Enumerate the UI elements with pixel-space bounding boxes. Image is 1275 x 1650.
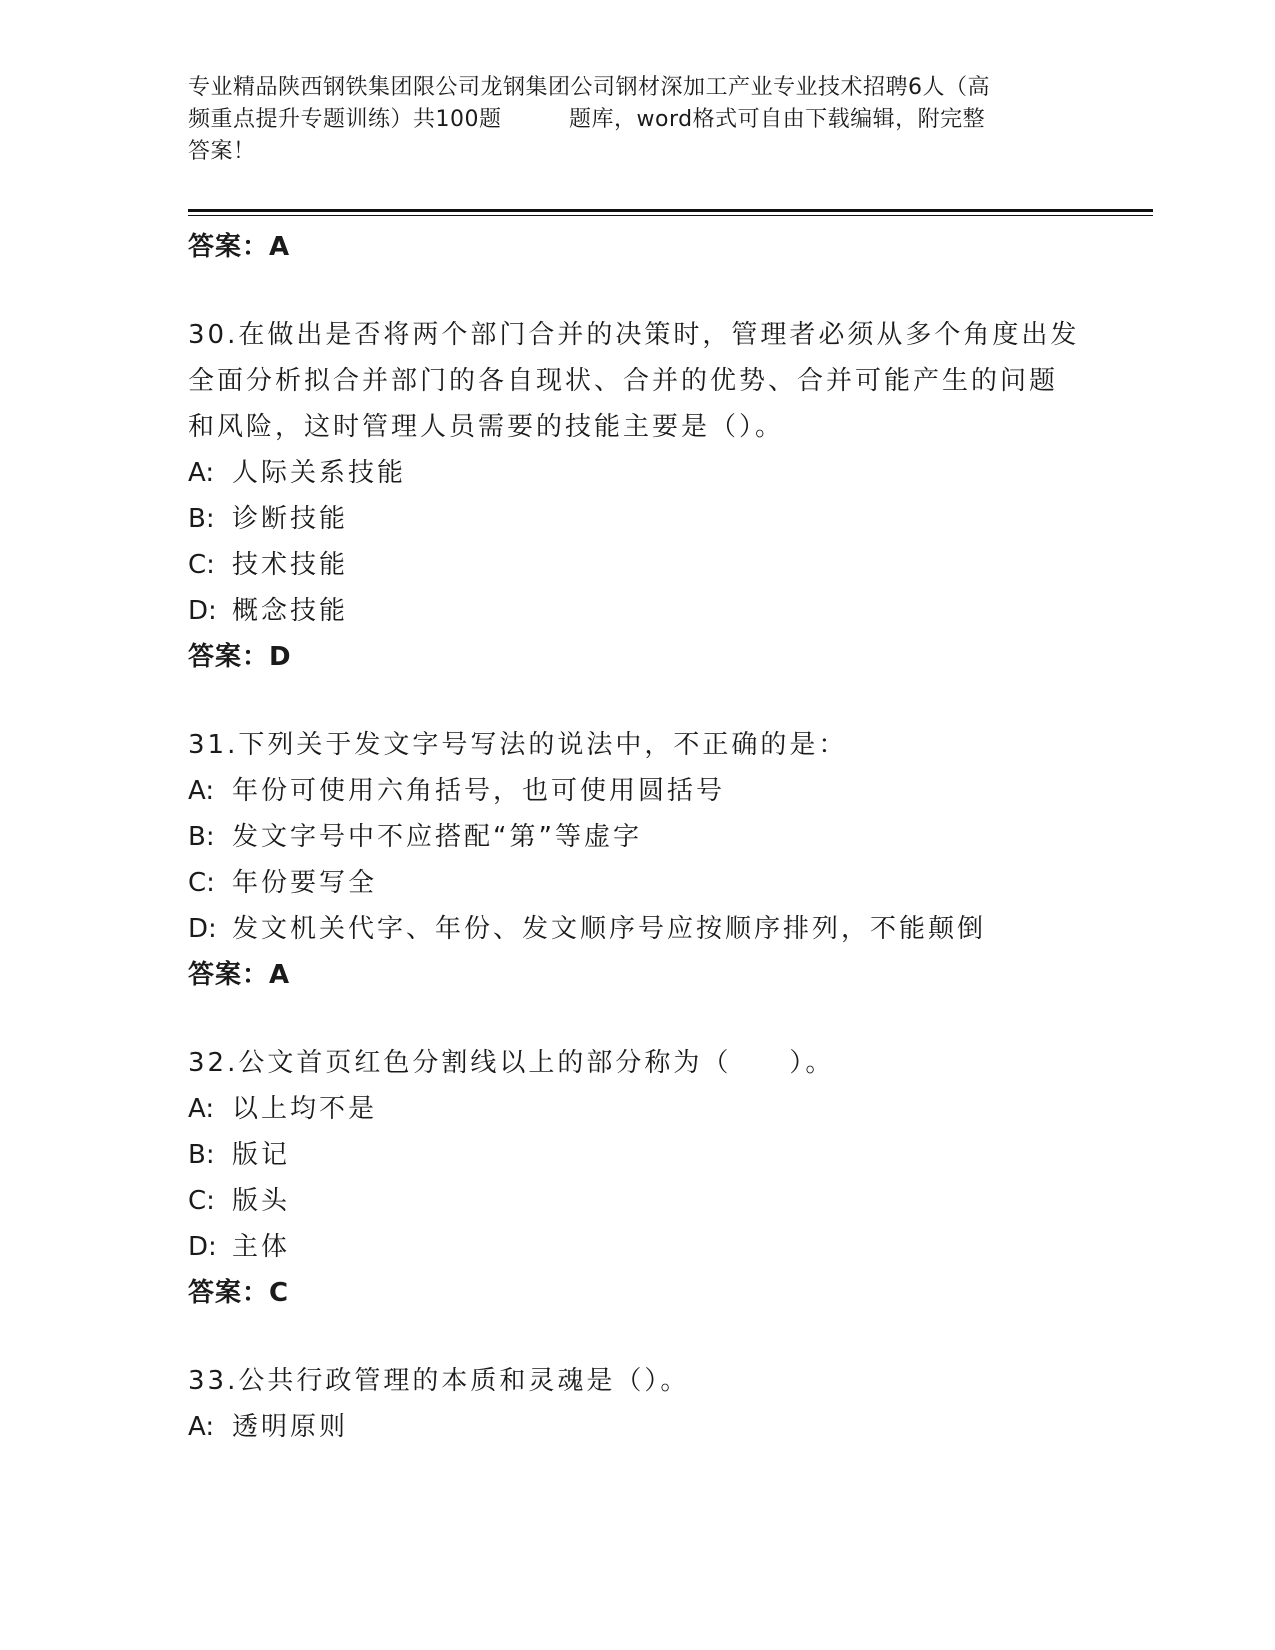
question-33 bbox=[188, 1358, 1088, 1450]
question-stem-line: 32.公文首页红色分割线以上的部分称为（ ）。 bbox=[188, 1048, 835, 1078]
header-title-line-2: 频重点提升专题训练）共100题 题库，word格式可自由下载编辑，附完整 bbox=[188, 107, 986, 132]
option-text: 人际关系技能 bbox=[232, 458, 407, 488]
option-letter: A: bbox=[188, 776, 215, 806]
option-letter: B: bbox=[188, 1140, 215, 1170]
option-text: 主体 bbox=[232, 1232, 291, 1262]
question-stem-line: 33.公共行政管理的本质和灵魂是（）。 bbox=[188, 1366, 690, 1396]
option-b bbox=[188, 814, 1088, 860]
option-text: 诊断技能 bbox=[232, 504, 349, 534]
option-d bbox=[188, 906, 1088, 952]
question-stem-line: 全面分析拟合并部门的各自现状、合并的优势、合并可能产生的问题 bbox=[188, 366, 1059, 396]
option-letter: D: bbox=[188, 596, 217, 626]
option-text: 概念技能 bbox=[232, 596, 349, 626]
question-31 bbox=[188, 722, 1088, 998]
question-list bbox=[188, 224, 1088, 1492]
header-divider-thin bbox=[188, 215, 1153, 216]
option-text: 年份要写全 bbox=[232, 868, 378, 898]
option-letter: C: bbox=[188, 1186, 215, 1216]
option-c bbox=[188, 1178, 1088, 1224]
option-text: 透明原则 bbox=[232, 1412, 349, 1442]
option-a bbox=[188, 450, 1088, 496]
option-text: 技术技能 bbox=[232, 550, 349, 580]
option-letter: D: bbox=[188, 1232, 217, 1262]
option-d bbox=[188, 1224, 1088, 1270]
option-a bbox=[188, 1086, 1088, 1132]
question-stem-line: 31.下列关于发文字号写法的说法中，不正确的是： bbox=[188, 730, 848, 760]
option-c bbox=[188, 542, 1088, 588]
option-letter: B: bbox=[188, 504, 215, 534]
option-text: 发文机关代字、年份、发文顺序号应按顺序排列，不能颠倒 bbox=[232, 914, 987, 944]
option-letter: D: bbox=[188, 914, 217, 944]
option-a bbox=[188, 768, 1088, 814]
answer-line: 答案：A bbox=[188, 960, 291, 990]
option-text: 版记 bbox=[232, 1140, 291, 1170]
option-letter: B: bbox=[188, 822, 215, 852]
option-d bbox=[188, 588, 1088, 634]
option-text: 发文字号中不应搭配“第”等虚字 bbox=[232, 822, 642, 852]
header-title-line-1: 专业精品陕西钢铁集团限公司龙钢集团公司钢材深加工产业专业技术招聘6人（高 bbox=[188, 75, 990, 100]
option-b bbox=[188, 1132, 1088, 1178]
header-divider-thick bbox=[188, 209, 1153, 212]
answer-line: 答案：D bbox=[188, 642, 292, 672]
option-a bbox=[188, 1404, 1088, 1450]
question-stem-line: 和风险，这时管理人员需要的技能主要是（）。 bbox=[188, 412, 785, 442]
option-c bbox=[188, 860, 1088, 906]
option-text: 版头 bbox=[232, 1186, 291, 1216]
question-stem-line: 30.在做出是否将两个部门合并的决策时，管理者必须从多个角度出发 bbox=[188, 320, 1080, 350]
document-header bbox=[188, 72, 1088, 168]
option-letter: A: bbox=[188, 1412, 215, 1442]
option-letter: C: bbox=[188, 550, 215, 580]
option-letter: A: bbox=[188, 458, 215, 488]
option-text: 年份可使用六角括号，也可使用圆括号 bbox=[232, 776, 726, 806]
option-text: 以上均不是 bbox=[232, 1094, 378, 1124]
option-letter: A: bbox=[188, 1094, 215, 1124]
header-title-line-3: 答案！ bbox=[188, 139, 256, 164]
answer-line: 答案：A bbox=[188, 232, 291, 262]
question-30 bbox=[188, 312, 1088, 680]
option-b bbox=[188, 496, 1088, 542]
option-letter: C: bbox=[188, 868, 215, 898]
question-32 bbox=[188, 1040, 1088, 1316]
answer-line: 答案：C bbox=[188, 1278, 290, 1308]
